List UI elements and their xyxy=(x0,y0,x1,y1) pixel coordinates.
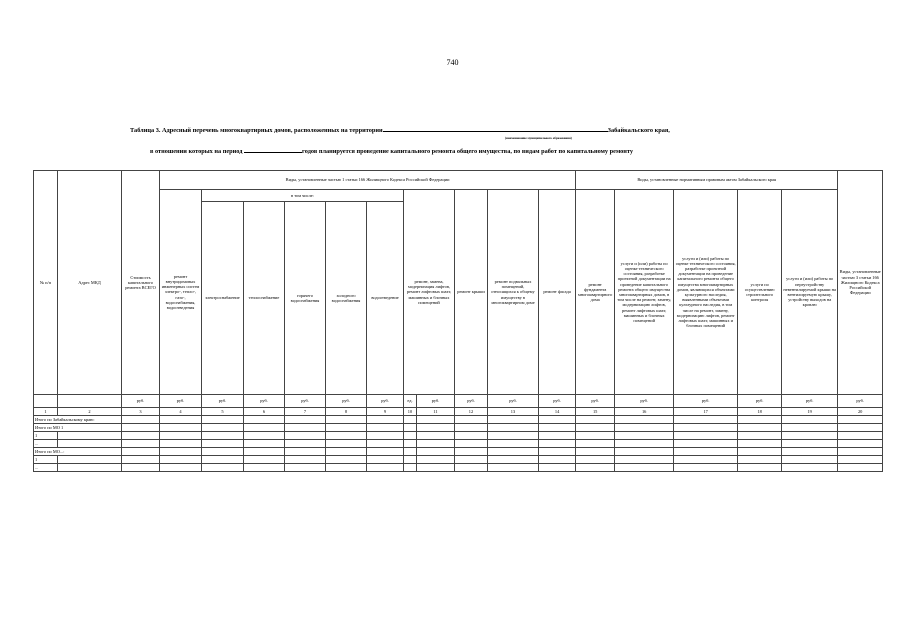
table-cell xyxy=(782,440,838,448)
table-cell xyxy=(615,440,674,448)
table-cell xyxy=(738,416,782,424)
table-cell xyxy=(539,456,576,464)
unit-cell: руб. xyxy=(488,395,539,408)
col-header-hot-water: горячего водоснабжения xyxy=(285,202,326,395)
table-cell xyxy=(417,424,455,432)
table-cell xyxy=(244,440,285,448)
table-cell xyxy=(160,424,202,432)
table-cell xyxy=(674,456,738,464)
title2-text-b: годов планируется проведение капитального ремонта общего имущества, по видам работ по капитальному ремонту xyxy=(302,148,634,155)
table-cell xyxy=(244,448,285,456)
table-cell xyxy=(202,440,244,448)
col-number: 15 xyxy=(576,408,615,416)
group-header-regional: Виды, установленные нормативным правовым актом Забайкальского края xyxy=(576,171,838,190)
group-header-part1: Виды, установленные частью 1 статьи 166 Жилищного Кодекса Российской Федерации xyxy=(160,171,576,190)
table-cell xyxy=(326,432,367,440)
table-cell xyxy=(782,464,838,472)
row-label: Итого по МО 1 xyxy=(34,424,122,432)
table-cell xyxy=(417,440,455,448)
col-header-construction-control: услуги по осуществлению строительного контроля xyxy=(738,190,782,395)
table-cell xyxy=(367,456,404,464)
table-cell xyxy=(838,440,883,448)
header-row-subgroup xyxy=(34,190,883,202)
column-number-row xyxy=(34,408,883,416)
table-cell xyxy=(122,448,160,456)
unit-cell: руб. xyxy=(615,395,674,408)
title-text-a: Таблица 3. Адресный перечень многоквартирных домов, расположенных на территории xyxy=(130,127,383,134)
table-cell xyxy=(455,456,488,464)
table-cell xyxy=(838,456,883,464)
unit-cell: руб. xyxy=(367,395,404,408)
col-header-electricity: электроснабжение xyxy=(202,202,244,395)
title-text-b: Забайкальского края, xyxy=(607,127,670,134)
unit-cell: руб. xyxy=(782,395,838,408)
table-cell xyxy=(674,416,738,424)
col-number: 7 xyxy=(285,408,326,416)
table-cell xyxy=(488,424,539,432)
table-cell xyxy=(838,432,883,440)
table-cell xyxy=(367,416,404,424)
table-cell xyxy=(404,432,417,440)
table-cell xyxy=(160,416,202,424)
table-cell xyxy=(738,448,782,456)
table-cell xyxy=(674,440,738,448)
table-cell xyxy=(782,416,838,424)
unit-cell: руб. xyxy=(674,395,738,408)
col-number: 20 xyxy=(838,408,883,416)
table-cell xyxy=(838,448,883,456)
table-cell xyxy=(122,432,160,440)
table-cell xyxy=(202,424,244,432)
col-number: 2 xyxy=(58,408,122,416)
table-cell xyxy=(782,432,838,440)
table-cell xyxy=(326,464,367,472)
table-cell xyxy=(738,464,782,472)
table-cell xyxy=(58,440,122,448)
col-number: 3 xyxy=(122,408,160,416)
table-cell xyxy=(615,424,674,432)
col-number: 9 xyxy=(367,408,404,416)
table-cell xyxy=(455,440,488,448)
col-number: 5 xyxy=(202,408,244,416)
table-cell xyxy=(738,424,782,432)
col-header-heating: теплоснабжение xyxy=(244,202,285,395)
col-number: 4 xyxy=(160,408,202,416)
table-cell xyxy=(122,416,160,424)
table-cell xyxy=(285,456,326,464)
table-cell xyxy=(122,456,160,464)
unit-cell: руб. xyxy=(539,395,576,408)
municipality-caption: (наименование муниципального образования) xyxy=(505,136,572,140)
row-label: 1 xyxy=(34,456,58,464)
table-cell xyxy=(417,456,455,464)
col-number: 10 xyxy=(404,408,417,416)
table-cell xyxy=(674,424,738,432)
table-cell xyxy=(404,440,417,448)
col-header-roof: ремонт крыши xyxy=(455,190,488,395)
table-cell xyxy=(539,432,576,440)
col-header-assessment-heritage: услуги и (или) работы по оценке технического состояния, разработке проектной документации на проведение капитального ремонта общего имущества многоквартирных домов, являющихся объектами культурного наследия, выявленными объектами культурного наследия, в том числе на ремонт, замену, модернизацию лифтов, ремонт лифтовых шахт, машинных и блочных помещений xyxy=(674,190,738,395)
table-cell xyxy=(539,416,576,424)
col-number: 16 xyxy=(615,408,674,416)
table-cell xyxy=(782,448,838,456)
row-label: Итого по Забайкальскому краю: xyxy=(34,416,122,424)
unit-cell: руб. xyxy=(202,395,244,408)
col-header-cold-water: холодного водоснабжения xyxy=(326,202,367,395)
table-cell xyxy=(488,416,539,424)
col-header-elevators: ремонт, замена, модернизация лифтов, ремонт лифтовых шахт, машинных и блочных помещений xyxy=(404,190,455,395)
table-cell xyxy=(367,464,404,472)
table-cell xyxy=(58,456,122,464)
col-number: 13 xyxy=(488,408,539,416)
table-cell xyxy=(244,464,285,472)
col-number: 8 xyxy=(326,408,367,416)
table-cell xyxy=(455,416,488,424)
table-cell xyxy=(455,424,488,432)
unit-cell: руб. xyxy=(160,395,202,408)
row-label: ... xyxy=(34,440,58,448)
table-cell xyxy=(674,464,738,472)
table-cell xyxy=(417,416,455,424)
table-cell xyxy=(122,424,160,432)
table-cell xyxy=(488,448,539,456)
units-row xyxy=(34,395,883,408)
table-cell xyxy=(202,432,244,440)
unit-cell-empty xyxy=(58,395,122,408)
table-cell xyxy=(615,432,674,440)
table-cell xyxy=(160,448,202,456)
table-cell xyxy=(326,424,367,432)
table-cell xyxy=(404,424,417,432)
col-header-sewage: водоотведение xyxy=(367,202,404,395)
table-row xyxy=(34,448,883,456)
table-cell xyxy=(488,440,539,448)
subgroup-header-including: в том числе: xyxy=(202,190,404,202)
table-title-line-2 xyxy=(150,146,850,155)
table-cell xyxy=(285,448,326,456)
table-cell xyxy=(244,456,285,464)
unit-cell: руб. xyxy=(738,395,782,408)
row-label: Итого по МО...: xyxy=(34,448,122,456)
table-row xyxy=(34,416,883,424)
title2-text-a: в отношении которых на период xyxy=(150,148,243,155)
table-cell xyxy=(202,456,244,464)
table-cell xyxy=(674,448,738,456)
col-number: 17 xyxy=(674,408,738,416)
table-cell xyxy=(285,464,326,472)
table-cell xyxy=(576,456,615,464)
table-cell xyxy=(539,440,576,448)
table-cell xyxy=(367,448,404,456)
address-list-table xyxy=(33,170,883,472)
col-header-part3: Виды, установленные частью 3 статьи 166 Жилищного Кодекса Российской Федерации xyxy=(838,171,883,395)
table-cell xyxy=(326,448,367,456)
table-cell xyxy=(455,448,488,456)
col-number: 14 xyxy=(539,408,576,416)
table-cell xyxy=(122,464,160,472)
table-cell xyxy=(202,464,244,472)
col-header-assessment: услуги и (или) работы по оценке технического состояния, разработке проектной документации на проведение капитального ремонта общего имущества многоквартирных домов, в том числе на ремонт, замену, модернизацию лифтов, ремонт лифтовых шахт, машинных и блочных помещений xyxy=(615,190,674,395)
table-cell xyxy=(160,440,202,448)
table-cell xyxy=(782,424,838,432)
table-cell xyxy=(367,440,404,448)
table-cell xyxy=(738,440,782,448)
col-header-engineering-systems: ремонт внутридомовых инженерных систем электро-, тепло-, газо-, водоснабжения, водоотведения xyxy=(160,190,202,395)
table-cell xyxy=(202,416,244,424)
table-cell xyxy=(244,416,285,424)
table-cell xyxy=(782,456,838,464)
period-blank xyxy=(244,146,302,153)
table-cell xyxy=(615,416,674,424)
unit-cell: руб. xyxy=(455,395,488,408)
table-cell xyxy=(417,432,455,440)
col-header-total-cost: Стоимость капитального ремонта ВСЕГО xyxy=(122,171,160,395)
table-title-line-1 xyxy=(130,125,830,134)
col-number: 1 xyxy=(34,408,58,416)
col-number: 11 xyxy=(417,408,455,416)
table-row xyxy=(34,456,883,464)
unit-cell: руб. xyxy=(838,395,883,408)
table-cell xyxy=(539,424,576,432)
table-cell xyxy=(244,424,285,432)
header-row-groups xyxy=(34,171,883,190)
table-cell xyxy=(285,432,326,440)
page-number: 740 xyxy=(446,58,459,67)
unit-cell: руб. xyxy=(285,395,326,408)
table-cell xyxy=(455,464,488,472)
table-cell xyxy=(202,448,244,456)
table-cell xyxy=(738,456,782,464)
table-cell xyxy=(404,456,417,464)
table-cell xyxy=(58,464,122,472)
table-cell xyxy=(455,432,488,440)
table-cell xyxy=(838,416,883,424)
table-cell xyxy=(160,464,202,472)
unit-cell-empty xyxy=(34,395,58,408)
table-cell xyxy=(404,464,417,472)
table-cell xyxy=(674,432,738,440)
table-cell xyxy=(615,464,674,472)
table-cell xyxy=(576,432,615,440)
table-cell xyxy=(417,448,455,456)
table-row xyxy=(34,440,883,448)
table-cell xyxy=(404,416,417,424)
table-cell xyxy=(539,448,576,456)
table-cell xyxy=(326,416,367,424)
table-cell xyxy=(576,424,615,432)
col-header-roof-conversion: услуги и (или) работы по переустройству невентилируемой крыши на вентилируемую крышу, устройству выходов на кровлю xyxy=(782,190,838,395)
col-header-address: Адрес МКД xyxy=(58,171,122,395)
table-cell xyxy=(58,432,122,440)
table-row xyxy=(34,424,883,432)
unit-cell: руб. xyxy=(122,395,160,408)
table-cell xyxy=(404,448,417,456)
table-cell xyxy=(244,432,285,440)
unit-cell: руб. xyxy=(326,395,367,408)
table-row xyxy=(34,432,883,440)
table-cell xyxy=(488,456,539,464)
row-label: 1 xyxy=(34,432,58,440)
table-cell xyxy=(576,440,615,448)
table-cell xyxy=(615,448,674,456)
unit-cell: руб. xyxy=(417,395,455,408)
table-cell xyxy=(326,456,367,464)
col-header-basement: ремонт подвальных помещений, относящихся к общему имуществу в многоквартирном доме xyxy=(488,190,539,395)
table-row xyxy=(34,464,883,472)
col-header-foundation: ремонт фундамента многоквартирного дома xyxy=(576,190,615,395)
table-cell xyxy=(160,456,202,464)
unit-cell: ед. xyxy=(404,395,417,408)
table-cell xyxy=(326,440,367,448)
table-cell xyxy=(838,424,883,432)
col-number: 18 xyxy=(738,408,782,416)
table-cell xyxy=(576,448,615,456)
table-cell xyxy=(738,432,782,440)
table-cell xyxy=(285,440,326,448)
table-cell xyxy=(838,464,883,472)
table-cell xyxy=(615,456,674,464)
table-cell xyxy=(285,424,326,432)
municipality-blank xyxy=(383,125,608,132)
table-cell xyxy=(576,416,615,424)
col-header-num: № п/п xyxy=(34,171,58,395)
table-cell xyxy=(160,432,202,440)
col-number: 19 xyxy=(782,408,838,416)
table-cell xyxy=(539,464,576,472)
table-cell xyxy=(122,440,160,448)
table-cell xyxy=(488,464,539,472)
col-number: 12 xyxy=(455,408,488,416)
table-body xyxy=(34,416,883,472)
unit-cell: руб. xyxy=(244,395,285,408)
table-cell xyxy=(576,464,615,472)
table-cell xyxy=(367,424,404,432)
unit-cell: руб. xyxy=(576,395,615,408)
col-header-facade: ремонт фасада xyxy=(539,190,576,395)
col-number: 6 xyxy=(244,408,285,416)
table-cell xyxy=(488,432,539,440)
row-label: ... xyxy=(34,464,58,472)
table-cell xyxy=(417,464,455,472)
table-cell xyxy=(285,416,326,424)
table-cell xyxy=(367,432,404,440)
